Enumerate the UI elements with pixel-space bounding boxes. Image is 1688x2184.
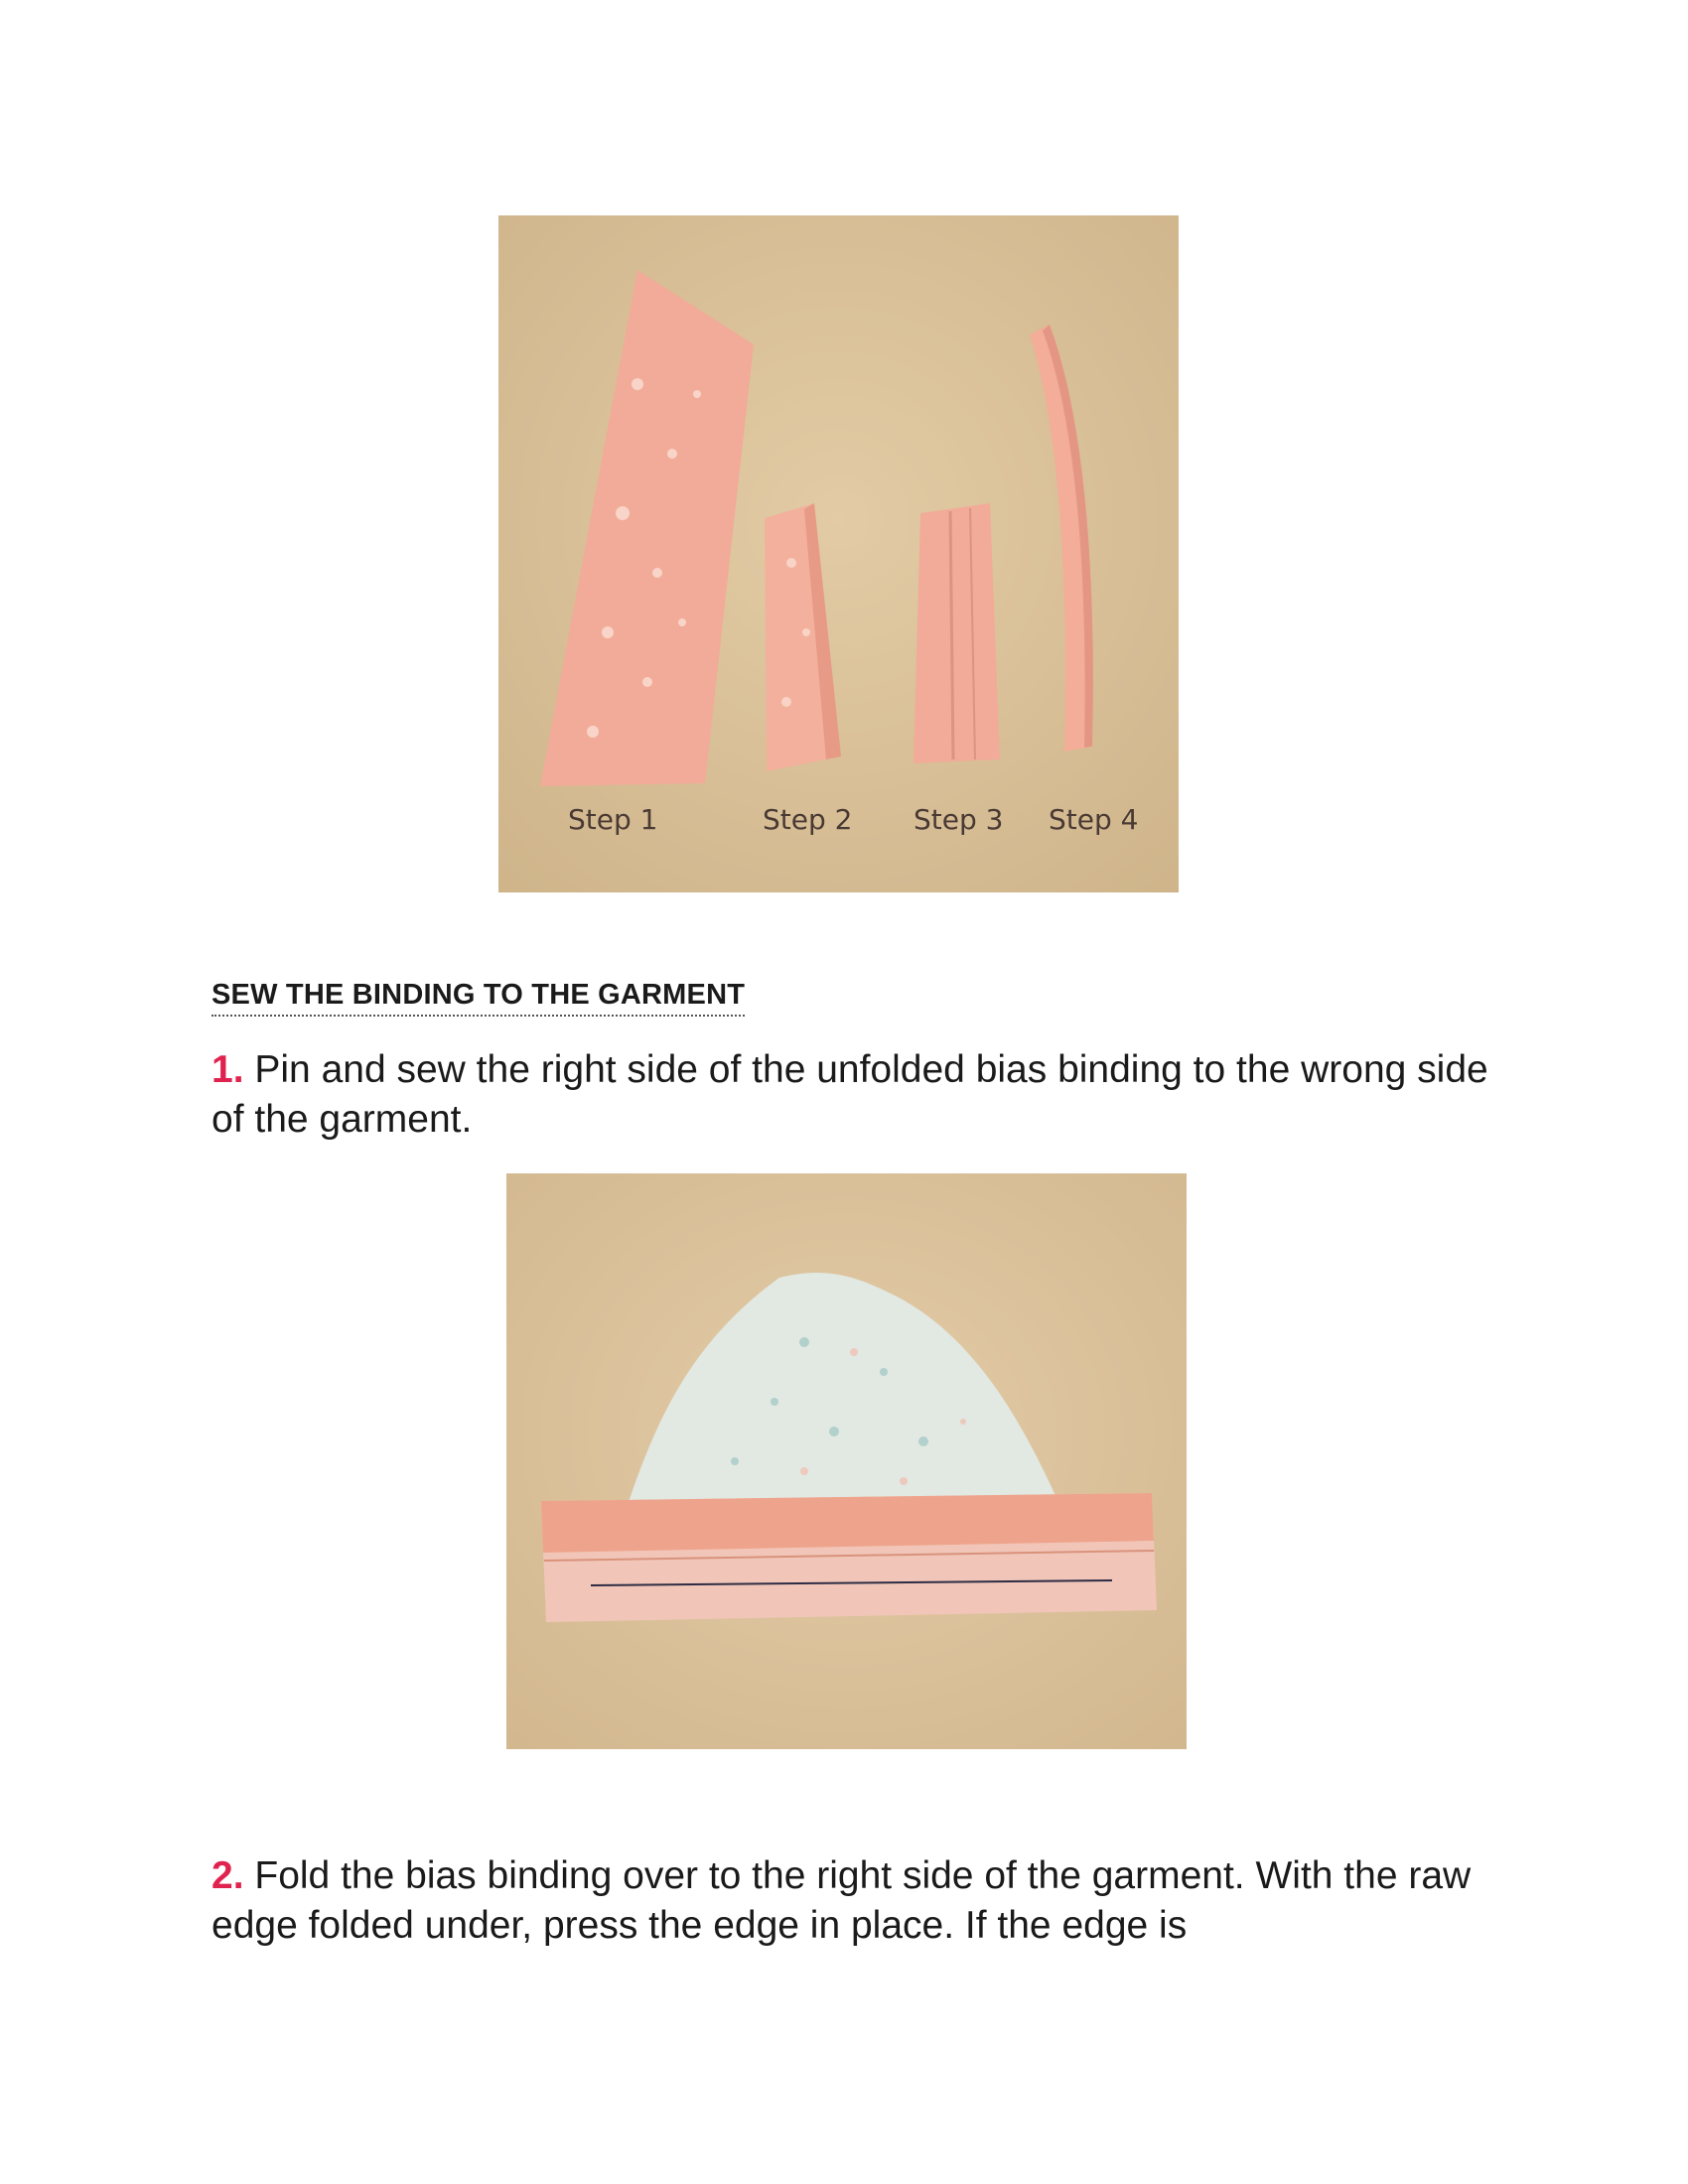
step-2-text: Fold the bias binding over to the right side of the garment. With the raw edge folded under, press the edge in place. If the edge is: [211, 1854, 1472, 1947]
step-4-caption: Step 4: [1049, 803, 1139, 836]
garment-binding-photo: [506, 1173, 1187, 1749]
step-1-text: Pin and sew the right side of the unfolded bias binding to the wrong side of the garment.: [211, 1048, 1488, 1141]
bias-binding-strip: [541, 1493, 1157, 1622]
step-3-caption: Step 3: [914, 803, 1004, 836]
step-2-caption: Step 2: [763, 803, 853, 836]
step-1-number: 1.: [211, 1048, 244, 1091]
instruction-step-1: [211, 1045, 1492, 1145]
bias-binding-steps-photo: [498, 215, 1179, 892]
step-3-strip: [914, 503, 1000, 763]
section-heading: SEW THE BINDING TO THE GARMENT: [211, 979, 745, 1017]
step-2-number: 2.: [211, 1854, 244, 1897]
step-1-caption: Step 1: [568, 803, 658, 836]
instruction-step-2: [211, 1851, 1492, 1951]
